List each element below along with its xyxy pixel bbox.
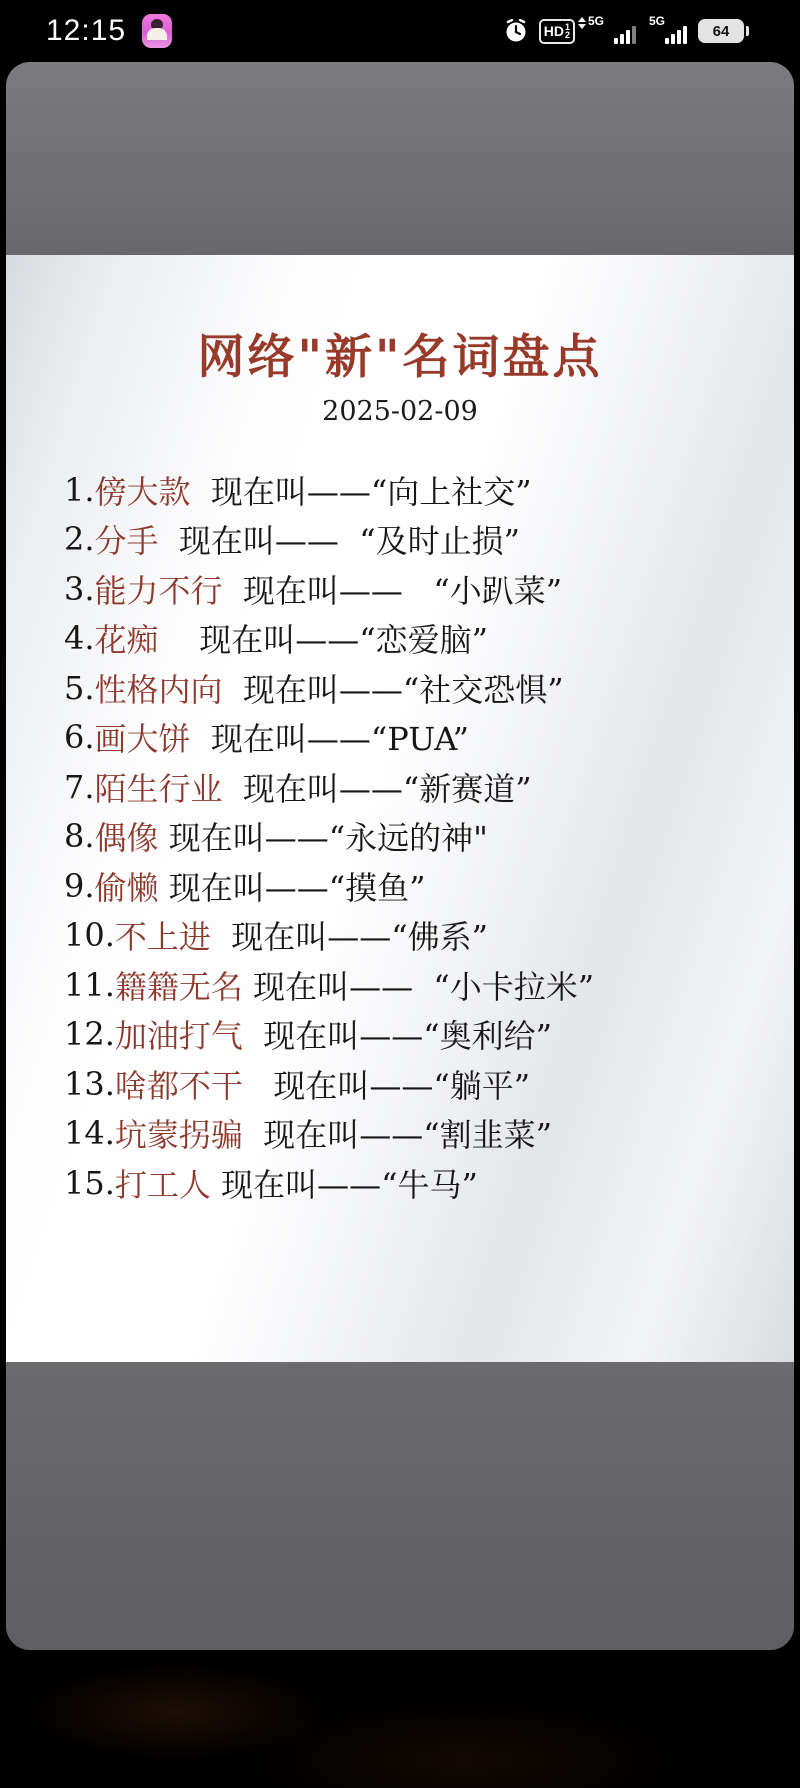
- hd-sim-1: 1: [564, 22, 570, 32]
- item-old-term: 画大饼: [94, 720, 191, 758]
- volte-hd-icon: [539, 19, 575, 44]
- list-item: [64, 960, 794, 1010]
- item-new-term: 现在叫——“社交恐惧”: [222, 670, 564, 709]
- list-item: [64, 564, 794, 614]
- item-new-term: 现在叫——“PUA”: [190, 720, 469, 758]
- item-new-term: 现在叫—— “小卡拉米”: [242, 967, 595, 1006]
- item-number: 13.: [64, 1064, 115, 1103]
- item-old-term: 陌生行业: [94, 769, 223, 808]
- item-old-term: 偷懒: [94, 868, 159, 907]
- item-new-term: 现在叫——“向上社交”: [190, 472, 532, 511]
- item-old-term: 籍籍无名: [114, 967, 243, 1006]
- item-number: 6.: [64, 718, 95, 756]
- item-old-term: 分手: [94, 522, 159, 560]
- signal-bars-icon: [665, 26, 687, 44]
- item-new-term: 现在叫——“摸鱼”: [158, 868, 426, 907]
- list-item: [64, 712, 794, 762]
- list-item: [64, 663, 794, 713]
- item-number: 5.: [64, 668, 95, 707]
- battery-icon: [698, 19, 744, 43]
- item-number: 12.: [64, 1015, 115, 1053]
- clock-time: 12:15: [46, 14, 127, 47]
- item-new-term: 现在叫——“牛马”: [210, 1165, 478, 1204]
- item-old-term: 加油打气: [114, 1017, 243, 1055]
- signal-sim2-icon: [647, 16, 687, 46]
- post-image[interactable]: [6, 62, 794, 1650]
- item-old-term: 性格内向: [94, 670, 223, 709]
- item-number: 8.: [64, 817, 95, 855]
- item-old-term: 傍大款: [94, 472, 191, 511]
- item-old-term: 花痴: [94, 621, 159, 659]
- list-item: [64, 1108, 794, 1158]
- list-item: [64, 1158, 794, 1208]
- item-number: 7.: [64, 767, 95, 806]
- item-new-term: 现在叫——“恋爱脑”: [158, 621, 488, 659]
- item-number: 11.: [64, 965, 115, 1004]
- page-title: 网络"新"名词盘点: [197, 330, 603, 385]
- item-new-term: 现在叫——“新赛道”: [222, 769, 532, 808]
- image-letterbox-top: [6, 62, 794, 255]
- alarm-clock-icon: [504, 19, 528, 43]
- status-bar: [0, 0, 800, 62]
- network-type-label: 5G: [588, 14, 605, 28]
- battery-percentage: 64: [712, 22, 730, 40]
- list-item: [64, 1009, 794, 1059]
- item-number: 4.: [64, 619, 95, 657]
- item-number: 10.: [64, 916, 115, 954]
- network-type-label: 5G: [649, 14, 666, 28]
- list-item: [64, 861, 794, 911]
- list-item: [64, 514, 794, 564]
- image-letterbox-bottom: [6, 1362, 794, 1650]
- item-new-term: 现在叫——“永远的神": [158, 819, 488, 857]
- signal-bars-icon: [614, 26, 636, 44]
- item-new-term: 现在叫——“奥利给”: [242, 1017, 552, 1055]
- list-item: [64, 762, 794, 812]
- status-icons: [504, 16, 744, 46]
- hd-sim-numbers: [565, 23, 570, 39]
- item-new-term: 现在叫——“割韭菜”: [242, 1116, 552, 1154]
- item-old-term: 能力不行: [94, 571, 223, 610]
- item-old-term: 打工人: [114, 1165, 211, 1204]
- item-old-term: 坑蒙拐骗: [114, 1116, 243, 1154]
- hd-sim-2: 2: [564, 30, 570, 40]
- avatar-body: [147, 28, 167, 40]
- list-item: [64, 1059, 794, 1109]
- data-activity-arrows-icon: [578, 17, 586, 29]
- notification-app-icon: [142, 14, 172, 48]
- item-number: 1.: [64, 470, 95, 509]
- item-new-term: 现在叫—— “小趴菜”: [222, 571, 563, 610]
- item-new-term: 现在叫——“躺平”: [242, 1066, 531, 1105]
- word-list-sheet: [6, 255, 794, 1362]
- item-number: 3.: [64, 569, 95, 608]
- item-number: 2.: [64, 520, 95, 558]
- item-old-term: 啥都不干: [114, 1066, 243, 1105]
- item-old-term: 不上进: [114, 918, 211, 956]
- list-item: [64, 465, 794, 515]
- list-item: [64, 613, 794, 663]
- hd-label: HD: [543, 23, 564, 39]
- item-old-term: 偶像: [94, 819, 159, 857]
- term-list: [6, 465, 794, 1208]
- item-number: 14.: [64, 1114, 115, 1152]
- item-number: 15.: [64, 1163, 115, 1202]
- item-new-term: 现在叫——“佛系”: [210, 918, 488, 956]
- item-number: 9.: [64, 866, 95, 905]
- signal-sim1-icon: [586, 16, 636, 46]
- list-item: [64, 910, 794, 960]
- item-new-term: 现在叫—— “及时止损”: [158, 522, 520, 560]
- list-item: [64, 811, 794, 861]
- post-date: 2025-02-09: [322, 395, 478, 427]
- video-background-dark-area: [0, 1650, 800, 1788]
